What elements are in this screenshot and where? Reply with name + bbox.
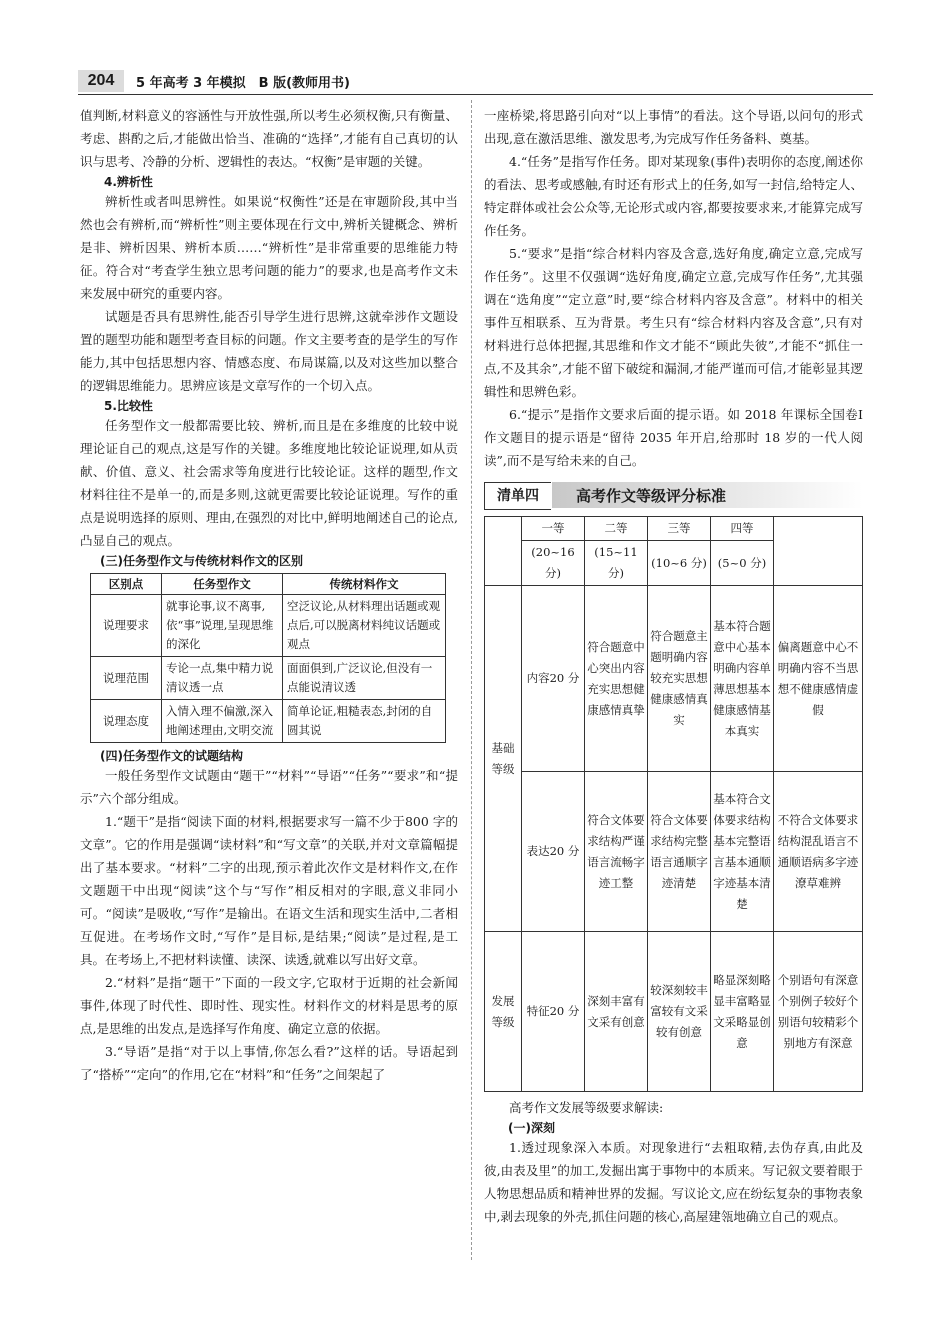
paragraph: 辨析性或者叫思辨性。如果说“权衡性”还是在审题阶段,其中当然也会有辨析,而“辨析性”则主要体现在行文中,辨析关键概念、辨析是非、辨析因果、辨析本质……“辨析性”是非常重要的思维能力特征。符合对“考查学生独立思考问题的能力”的要求,也是高考作文未来发展中研究的重要内容。	[80, 194, 458, 301]
table-row	[91, 700, 446, 743]
book-title: 5 年高考 3 年模拟 B 版(教师用书)	[136, 76, 350, 91]
section-heading: (四)任务型作文的试题结构	[100, 749, 243, 763]
grade-4-range: (5~0 分)	[711, 541, 774, 586]
left-column	[80, 104, 458, 1086]
table-cell: 入情入理不偏激,深入地阐述理由,文明交流	[162, 700, 283, 743]
paragraph: 5.“要求”是指“综合材料内容及含意,选好角度,确定立意,完成写作任务”。这里不仅强调“选好角度,确定立意,完成写作任务”,尤其强调在“选角度”“定立意”时,要“综合材料内容及含意”。材料中的相关事件互相联系、互为背景。考生只有“综合材料内容及含意”,只有对材料进行总体把握,其思维和作文才能不“顾此失彼”,才能不“抓住一点,不及其余”,才能不留下破绽和漏洞,才能严谨而可信,才能彰显其逻辑性和思辨色彩。	[484, 246, 863, 399]
feature-criterion: 特征20 分	[522, 932, 585, 1092]
table-cell	[485, 517, 522, 586]
content-grade-1: 符合题意中心突出内容充实思想健康感情真挚	[585, 586, 648, 772]
paragraph: 一座桥梁,将思路引向对“以上事情”的看法。这个导语,以问句的形式出现,意在激活思维、激发思考,为完成写作任务备料、奠基。	[484, 108, 863, 146]
grade-3-range: (10~6 分)	[648, 541, 711, 586]
paragraph: 2.“材料”是指“题干”下面的一段文字,它取材于近期的社会新闻事件,体现了时代性、即时性、现实性。材料作文的材料是思考的原点,是思维的出发点,是选择写作角度、确定立意的依据。	[80, 975, 458, 1036]
table-header: 任务型作文	[162, 574, 283, 595]
table-row	[485, 772, 863, 932]
table-cell: 空泛议论,从材料理出话题或观点后,可以脱离材料纯议话题或观点	[283, 595, 446, 657]
feature-grade-3: 略显深刻略显丰富略显文采略显创意	[711, 932, 774, 1092]
section-heading: (三)任务型作文与传统材料作文的区别	[100, 554, 303, 568]
table-cell	[774, 517, 863, 586]
table-cell: 就事论事,议不离事,依“事”说理,呈现思维的深化	[162, 595, 283, 657]
grade-2-range: (15~11 分)	[585, 541, 648, 586]
table-row	[485, 932, 863, 1092]
checklist-tag: 清单四	[484, 482, 551, 510]
table-cell: 面面俱到,广泛议论,但没有一点能说清议透	[283, 657, 446, 700]
grade-4: 四等	[711, 517, 774, 541]
paragraph: 高考作文发展等级要求解读:	[509, 1100, 664, 1115]
paragraph: 值判断,材料意义的容涵性与开放性强,所以考生必须权衡,只有衡量、考虑、斟酌之后,才能做出恰当、准确的“选择”,才能有自己真切的认识与思考、冷静的分析、逻辑性的表达。“权衡”是审题的关键。	[80, 108, 458, 169]
feature-grade-4: 个别语句有深意个别例子较好个别语句较精彩个别地方有深意	[774, 932, 863, 1092]
basic-level: 基础等级	[485, 586, 522, 932]
table-cell: 专论一点,集中精力说清议透一点	[162, 657, 283, 700]
section-heading: (一)深刻	[508, 1121, 555, 1135]
table-cell: 说理态度	[91, 700, 162, 743]
table-row	[91, 657, 446, 700]
table-cell: 简单论证,粗糙表态,封闭的自圆其说	[283, 700, 446, 743]
section-heading: 4.辨析性	[104, 175, 153, 189]
table-cell: 说理要求	[91, 595, 162, 657]
feature-grade-2: 较深刻较丰富较有文采较有创意	[648, 932, 711, 1092]
checklist-title: 高考作文等级评分标准	[576, 487, 727, 505]
column-divider	[471, 100, 472, 1260]
table-row	[91, 595, 446, 657]
expression-grade-3: 基本符合文体要求结构基本完整语言基本通顺字迹基本清楚	[711, 772, 774, 932]
expression-grade-4: 不符合文体要求结构混乱语言不通顺语病多字迹潦草难辨	[774, 772, 863, 932]
grade-2: 二等	[585, 517, 648, 541]
section-heading: 5.比较性	[104, 399, 153, 413]
comparison-table	[90, 573, 446, 743]
paragraph: 4.“任务”是指写作任务。即对某现象(事件)表明你的态度,阐述你的看法、思考或感触,有时还有形式上的任务,如写一封信,给特定人、特定群体或社会公众等,无论形式或内容,都要按要求来,才能算完成写作任务。	[484, 154, 863, 238]
checklist-banner	[484, 482, 863, 508]
expression-criterion: 表达20 分	[522, 772, 585, 932]
grade-1-range: (20~16 分)	[522, 541, 585, 586]
page-header	[78, 70, 873, 94]
table-row	[485, 586, 863, 772]
paragraph: 试题是否具有思辨性,能否引导学生进行思辨,这就牵涉作文题设置的题型功能和题型考查目标的问题。作文主要考查的是学生的写作能力,其中包括思想内容、情感态度、布局谋篇,以及对这些加以整合的逻辑思维能力。思辨应该是文章写作的一个切入点。	[80, 309, 458, 393]
content-grade-2: 符合题意主题明确内容较充实思想健康感情真实	[648, 586, 711, 772]
feature-grade-1: 深刻丰富有文采有创意	[585, 932, 648, 1092]
grade-1: 一等	[522, 517, 585, 541]
content-criterion: 内容20 分	[522, 586, 585, 772]
table-header: 传统材料作文	[283, 574, 446, 595]
development-level: 发展等级	[485, 932, 522, 1092]
table-header: 区别点	[91, 574, 162, 595]
expression-grade-2: 符合文体要求结构完整语言通顺字迹清楚	[648, 772, 711, 932]
paragraph: 6.“提示”是指作文要求后面的提示语。如 2018 年课标全国卷Ⅰ作文题目的提示语是“留待 2035 年开启,给那时 18 岁的一代人阅读”,而不是写给未来的自己。	[484, 407, 863, 468]
table-cell: 说理范围	[91, 657, 162, 700]
table-row	[485, 517, 863, 541]
paragraph: 任务型作文一般都需要比较、辨析,而且是在多维度的比较中说理论证自己的观点,这是写作的关键。多维度地比较论证说理,如从贡献、价值、意义、社会需求等角度进行比较论证。这样的题型,作文材料往往不是单一的,而是多则,这就更需要比较论证说理。写作的重点是说明选择的原则、理由,在强烈的对比中,鲜明地阐述自己的论点,凸显自己的观点。	[80, 418, 458, 548]
grading-table	[484, 516, 863, 1092]
paragraph: 3.“导语”是指“对于以上事情,你怎么看?”这样的话。导语起到了“搭桥”“定向”的作用,它在“材料”和“任务”之间架起了	[80, 1044, 458, 1082]
paragraph: 一般任务型作文试题由“题干”“材料”“导语”“任务”“要求”和“提示”六个部分组成。	[80, 768, 458, 806]
grade-3: 三等	[648, 517, 711, 541]
content-grade-3: 基本符合题意中心基本明确内容单薄思想基本健康感情基本真实	[711, 586, 774, 772]
page-number: 204	[78, 70, 124, 92]
content-grade-4: 偏离题意中心不明确内容不当思想不健康感情虚假	[774, 586, 863, 772]
paragraph: 1.“题干”是指“阅读下面的材料,根据要求写一篇不少于800 字的文章”。它的作用是强调“读材料”和“写文章”的关联,并对文章篇幅提出了基本要求。“材料”二字的出现,预示着此次作文是材料作文,在作文题题干中出现“阅读”这个与“写作”相反相对的字眼,意义非同小可。“阅读”是吸收,“写作”是输出。在语文生活和现实生活中,二者相互促进。在考场作文时,“写作”是目标,是结果;“阅读”是过程,是工具。在考场上,不把材料读懂、读深、读透,就难以写出好文章。	[80, 814, 458, 967]
header-rule	[78, 94, 873, 95]
right-column	[484, 104, 863, 1228]
expression-grade-1: 符合文体要求结构严谨语言流畅字迹工整	[585, 772, 648, 932]
paragraph: 1.透过现象深入本质。对现象进行“去粗取精,去伪存真,由此及彼,由表及里”的加工,发掘出寓于事物中的本质来。写记叙文要着眼于人物思想品质和精神世界的发掘。写议论文,应在纷纭复杂的事物表象中,剥去现象的外壳,抓住问题的核心,高屋建瓴地确立自己的观点。	[484, 1140, 863, 1224]
